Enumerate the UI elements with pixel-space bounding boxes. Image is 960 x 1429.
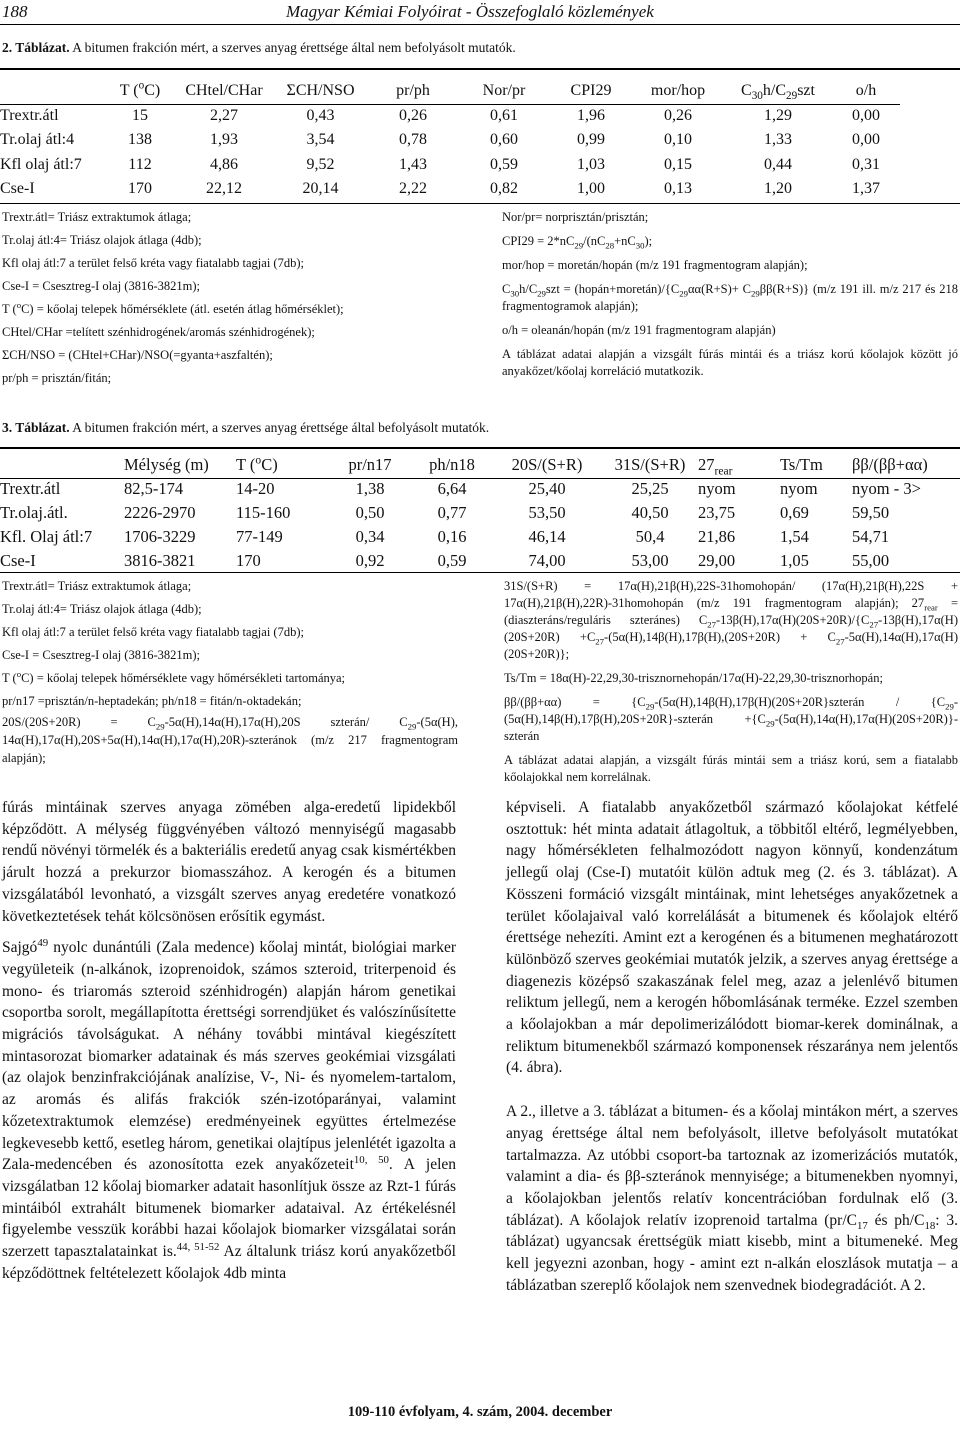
- body-paragraph: képviseli. A fiatalabb anyakőzetből származó kőolajokat kétfelé osztottuk: hét minta adatait átlagoltuk, a többitől eltérő, legmélyebben, nagy hőmérsékleten felhalmozódott nagyon könnyű, kondenzátum jellegű olaj (Cse-I) mutatóit külön adtuk meg (2. és 3. táblázat). A Kösszeni formáció vizsgált mintáinak, mint lehetséges anyakőzetnek a terület kőolajaival való korrelálását a bitumenek és kőolajok eltérő érettsége nehezíti. Amint ezt a kerogénen és a bitumenen meghatározott különböző szerves geokémiai mutatók jelzik, a szerves anyag érettsége a diagenezis középső szakaszának felel meg, azaz a jelenlévő bitumen reliktum jellegű, nem a kerogén hőbomlásának terméke. Ezzel szemben a kőolajokban a már depolimerizálódott biomar-kerek dominálnak, a reliktum bitumenekből származó komponensek részaránya nem jelentős (4. ábra).: [506, 799, 958, 1077]
- table-cell: 3816-3821: [124, 551, 196, 570]
- table-cell: 53,50: [528, 503, 566, 522]
- table-cell: 3,54: [306, 131, 335, 149]
- table2-header-cell: T ($^o$C): [119, 79, 161, 100]
- table3-header-cell: Mélység (m): [124, 455, 209, 474]
- table-row: [0, 177, 900, 202]
- table3-header-cell: T ($^o$C): [236, 454, 278, 474]
- note-line: Cse-I = Csesztreg-I olaj (3816-3821m);: [2, 279, 200, 293]
- table-cell: 54,71: [852, 527, 890, 546]
- table-cell: 74,00: [528, 551, 566, 570]
- table-cell: nyom - 3>: [852, 479, 921, 498]
- row-label: Trextr.átl: [0, 106, 59, 124]
- table-cell: 0,34: [355, 527, 385, 546]
- table-cell: 138: [128, 131, 152, 149]
- row-label: Trextr.átl: [0, 479, 61, 498]
- table3-header-cell: pr/n17: [348, 455, 392, 474]
- table-cell: 0,26: [399, 106, 427, 124]
- table3-header-row: [0, 453, 930, 477]
- note-line: Cse-I = Csesztreg-I olaj (3816-3821m);: [2, 648, 200, 662]
- table-cell: 2226-2970: [124, 503, 196, 522]
- table-cell: 1,43: [399, 155, 427, 173]
- note-line: pr/n17 =prisztán/n-heptadekán; ph/n18 = fitán/n-oktadekán;: [2, 694, 302, 708]
- table3-caption: [2, 420, 489, 436]
- table-cell: 112: [128, 155, 152, 173]
- table-cell: 0,78: [399, 131, 427, 149]
- note-line: $CPI29 = 2*nC_{29}/(nC_{28}+nC_{30})$;: [502, 234, 653, 251]
- table2-header-cell: $C_{30}h/C_{29}szt$: [741, 82, 815, 103]
- note-line: $C_{30}h/C_{29}szt$ = $(hopán+moretán)/\{C_{29}\alpha\alpha(R+S)+ C_{29}\beta\beta(R+S)\}$ (m/z 191 ill. m/z 217 és 218 fragmentogramok alapján);: [502, 282, 958, 313]
- table-cell: 25,25: [631, 479, 669, 498]
- header-rule: [0, 24, 960, 25]
- note-line: Kfl olaj átl:7 a terület felső kréta vagy fiatalabb tagjai (7db);: [2, 256, 304, 270]
- table2-top-rule: [0, 68, 960, 70]
- table-cell: 170: [128, 180, 152, 198]
- note-line: Ts/Tm = 18α(H)-22,29,30-trisznornehopán/17α(H)-22,29,30-trisznorhopán;: [504, 671, 883, 685]
- table-cell: 46,14: [528, 527, 566, 546]
- table-cell: 170: [236, 551, 261, 570]
- table2-header-cell: CHtel/CHar: [185, 82, 263, 100]
- page-footer: 109-110 évfolyam, 4. szám, 2004. december: [347, 1404, 613, 1420]
- table-cell: 9,52: [306, 155, 335, 173]
- table-cell: 23,75: [698, 503, 736, 522]
- note-line: $20S/(20S+20R) = C_{29}-5\alpha(H),14\alpha(H),17\alpha(H),20S$ szterán/ $C_{29}-(5\alpha(H)$, 14α(H),17α(H),20S+5α(H),14α(H),17α(H),20R)-szteránok (m/z 217 fragmentogram alapján);: [2, 715, 458, 765]
- table-cell: 1,03: [577, 155, 605, 173]
- note-line: o/h = oleanán/hopán (m/z 191 fragmentogram alapján): [502, 323, 776, 337]
- table-cell: 2,27: [210, 106, 238, 124]
- table2-caption: [2, 40, 516, 56]
- table2-header-cell: o/h: [855, 82, 877, 100]
- note-line: CHtel/CHar =telített szénhidrogének/aromás szénhidrogének);: [2, 325, 315, 339]
- table-cell: 0,13: [664, 180, 692, 198]
- table2: [0, 79, 900, 202]
- table-cell: 82,5-174: [124, 479, 184, 498]
- journal-title: Magyar Kémiai Folyóirat - Összefoglaló közlemények: [286, 2, 654, 21]
- table3-notes-left: [2, 575, 458, 767]
- note-line: Tr.olaj átl:4= Triász olajok átlaga (4db);: [2, 233, 202, 247]
- table-cell: 0,50: [355, 503, 385, 522]
- table3-top-rule: [0, 447, 960, 449]
- table-cell: 0,69: [780, 503, 809, 522]
- table-cell: 1,54: [780, 527, 809, 546]
- note-line: Kfl olaj átl:7 a terület felső kréta vagy fiatalabb tagjai (7db);: [2, 625, 304, 639]
- table-cell: 1,37: [852, 180, 880, 198]
- table2-caption-label: 2. Táblázat.: [2, 40, 70, 55]
- table2-header-label: [0, 79, 105, 104]
- table-cell: 20,14: [302, 180, 339, 198]
- table-cell: 1,00: [577, 180, 605, 198]
- table3-header-label: [0, 453, 124, 477]
- table-cell: 15: [132, 106, 148, 124]
- table-row: [0, 501, 930, 525]
- note-line: Nor/pr= norprisztán/prisztán;: [502, 210, 649, 224]
- table3-header-cell: Ts/Tm: [780, 455, 823, 474]
- table-cell: 0,82: [490, 180, 518, 198]
- table2-bottom-rule: [0, 203, 960, 204]
- note-line: 31S/(S+R) = 17α(H),21β(H),22S-31homohopán/ (17α(H),21β(H),22S + 17α(H),21β(H),22R)-31homohopán (m/z 191 fragmentogram alapján); $27_{rear}$ = (diaszteráns/reguláris szteránes) $C_{27}-13\beta(H),17\alpha(H)(20S+20R)/\{C_{27}-13\beta(H),17\alpha(H)(20S+20R) +C_{27}-(5\alpha(H),14\beta(H),17\beta(H),(20S+20R) + C_{27}-5\alpha(H),14\alpha(H),17\alpha(H)(20S+20R)\}$;: [504, 579, 958, 661]
- note-line: A táblázat adatai alapján a vizsgált fúrás mintái és a triász korú kőolajok között jó anyakőzet/kőolaj korreláció mutatkozik.: [502, 347, 958, 378]
- table2-caption-text: A bitumen frakción mért, a szerves anyag érettsége által nem befolyásolt mutatók.: [69, 40, 516, 55]
- table-cell: 0,99: [577, 131, 605, 149]
- note-line: mor/hop = moretán/hopán (m/z 191 fragmentogram alapján);: [502, 258, 808, 272]
- note-line: pr/ph = prisztán/fitán;: [2, 371, 112, 385]
- table-cell: 1706-3229: [124, 527, 196, 546]
- note-line: T ($^o$C) = kőolaj telepek hőmérséklete (átl. esetén átlag hőmérséklet);: [2, 299, 344, 316]
- row-label: Kfl olaj átl:7: [0, 155, 82, 173]
- table-cell: 59,50: [852, 503, 890, 522]
- table-cell: 29,00: [698, 551, 736, 570]
- table3-header-cell: ph/n18: [429, 455, 475, 474]
- body-paragraph: fúrás mintáinak szerves anyaga zömében alga-eredetű lipidekből képződött. A mélység függvényében változó mennyiségű magasabb rendű növényi törmelék és a bakteriális eredetű anyag csak kismértékben járult hozzá a prekurzor biomasszához. A kerogén és a bitumen vizsgálatából levonható, a vizsgált szerves anyag eredetére vonatkozó következtetések tehát kölcsönösen erősítik egymást.: [2, 799, 456, 925]
- table3-notes-right: [504, 578, 958, 793]
- table-cell: 6,64: [437, 479, 467, 498]
- table-cell: 0,15: [664, 155, 692, 173]
- table-cell: 0,59: [437, 551, 467, 570]
- table-cell: 1,33: [764, 131, 792, 149]
- table-cell: 1,05: [780, 551, 809, 570]
- table-cell: 0,26: [664, 106, 692, 124]
- table-cell: 0,10: [664, 131, 692, 149]
- table2-header-cell: ΣCH/NSO: [286, 82, 355, 100]
- table3-header-cell: $27_{rear}$: [698, 455, 733, 478]
- table2-header-rule: [0, 104, 900, 105]
- table-row: [0, 549, 930, 573]
- note-line: A táblázat adatai alapján, a vizsgált fúrás mintái sem a triász korú, sem a fiatalabb kőolajokkal nem korrelálnak.: [504, 753, 958, 784]
- table-cell: 0,92: [355, 551, 385, 570]
- table3: [0, 453, 930, 573]
- table-cell: 1,38: [355, 479, 385, 498]
- table-row: [0, 128, 900, 153]
- table-cell: 0,59: [490, 155, 518, 173]
- row-label: Kfl. Olaj átl:7: [0, 527, 93, 546]
- table3-bottom-rule: [0, 572, 960, 573]
- table2-header-cell: pr/ph: [396, 82, 430, 100]
- table-cell: 0,61: [490, 106, 518, 124]
- table2-header-row: [0, 79, 900, 104]
- table-cell: 40,50: [631, 503, 669, 522]
- table3-header-cell: ββ/(ββ+αα): [852, 455, 928, 474]
- table3-header-cell: 31S/(S+R): [614, 455, 686, 474]
- body-paragraph: Sajgó$^{49}$ nyolc dunántúli (Zala medence) kőolaj mintát, biológiai marker vegyületeik (n-alkánok, izoprenoidok, számos szteroid, triterpenoid és mono- és triaromás szteroid szénhidrogén) alapján három genetikai csoportba sorolt, megállapította érettségi sorrendjüket és valószínűsítette migrációs távolságukat. A néhány további mintával kiegészített mintasorozat biomarker adatainak és más szerves geokémiai vizsgálati (az olajok benzinfrakciójának analízise, V-, Ni- és nyomelem-tartalom, az aromás és alifás frakciók szén-izotóparányai, valamint kőzetextraktumok elemzése) eredményeinek együttes értelmezése legkevesebb kettő, esetleg három, genetikai olajtípus jelenlétét igazolta a Zala-medencében és azonosította ezek anyakőzeteit$^{10, 50}$. A jelen vizsgálatban 12 kőolaj biomarker adatait hasonlítjuk össze az Rzt-1 fúrás mintáiból extrahált bitumenek biomarker adataival. Az értékelésnél figyelembe vesszük korábbi hazai kőolajok biomarker vizsgálatai során szerzett tapasztalatainkat is.$^{44, 51-52}$ Az általunk triász korú anyakőzetből képződöttnek feltételezett kőolajok 4db minta: [2, 937, 457, 1282]
- table-cell: 4,86: [210, 155, 238, 173]
- table3-header-cell: 20S/(S+R): [511, 455, 583, 474]
- row-label: Cse-I: [0, 180, 35, 198]
- table-cell: nyom: [698, 479, 736, 498]
- table-cell: 0,16: [437, 527, 467, 546]
- table-cell: 77-149: [236, 527, 283, 546]
- table-cell: 22,12: [206, 180, 242, 198]
- table-row: [0, 104, 900, 129]
- table-cell: 115-160: [236, 503, 291, 522]
- table-cell: 14-20: [236, 479, 275, 498]
- table-cell: nyom: [780, 479, 818, 498]
- table-row: [0, 525, 930, 549]
- table-cell: 1,96: [577, 106, 605, 124]
- table-cell: 0,00: [852, 106, 880, 124]
- note-line: Trextr.átl= Triász extraktumok átlaga;: [2, 579, 192, 593]
- body-right-column: [506, 797, 958, 1306]
- table-cell: 50,4: [635, 527, 665, 546]
- note-line: T ($^o$C) = kőolaj telepek hőmérséklete vagy hőmérsékleti tartománya;: [2, 668, 346, 685]
- table-cell: 25,40: [528, 479, 566, 498]
- table2-header-cell: Nor/pr: [482, 82, 526, 100]
- table-cell: 0,77: [437, 503, 467, 522]
- table2-header-cell: mor/hop: [650, 82, 706, 100]
- table3-header-rule: [0, 478, 960, 479]
- table-cell: 55,00: [852, 551, 890, 570]
- table-cell: 53,00: [631, 551, 669, 570]
- table-cell: 0,43: [306, 106, 335, 124]
- table-cell: 0,44: [764, 155, 792, 173]
- body-left-column: [2, 797, 456, 1294]
- table2-header-cell: CPI29: [570, 82, 612, 100]
- note-line: $\beta\beta/(\beta\beta+\alpha\alpha) = \{C_{29}-(5\alpha(H),14\beta(H),17\beta(H)(20S+20R\}szterán$ / {$C_{29}-(5\alpha(H),14\beta(H),17\beta(H),20S+20R\}$-szterán $+\{C_{29}-(5\alpha(H),14\alpha(H),17\alpha(H)(20S+20R)\}$-szterán: [504, 695, 958, 743]
- body-paragraph: A 2., illetve a 3. táblázat a bitumen- és a kőolaj mintákon mért, a szerves anyag érettsége által nem befolyásolt, illetve befolyásolt mutatókat tartalmazza. Az utóbbi csoport-ba tartoznak az izomerizációs mutatók, valamint a dia- és ββ-szteránok mennyisége; a bitumenekben nyomnyi, a kőolajokban jelentős relatív koncentrációban fordulnak elő (3. táblázat). A kőolajok relatív izoprenoid tartalma ($pr/C_{17}$ és $ph/C_{18}$: 3. táblázat) ugyancsak érettségük miatt kisebb, mint a bitumeneké. Meg kell jegyezni azonban, hogy - amint ezt n-alkán eloszlások mutatja – a táblázatban szereplő kőolajok nem szenvednek biodegradációt. A 2.: [506, 1103, 958, 1294]
- table-cell: 0,00: [852, 131, 880, 149]
- table2-notes-right: [502, 209, 958, 387]
- table-cell: 21,86: [698, 527, 736, 546]
- table2-notes-left: [2, 206, 482, 390]
- table3-caption-text: A bitumen frakción mért, a szerves anyag érettsége által befolyásolt mutatók.: [69, 420, 490, 435]
- table-cell: 1,93: [210, 131, 238, 149]
- table-row: [0, 477, 930, 501]
- note-line: ΣCH/NSO = (CHtel+CHar)/NSO(=gyanta+aszfaltén);: [2, 348, 273, 362]
- note-line: Tr.olaj átl:4= Triász olajok átlaga (4db);: [2, 602, 202, 616]
- table-cell: 1,29: [764, 106, 792, 124]
- table-cell: 1,20: [764, 180, 792, 198]
- table3-caption-label: 3. Táblázat.: [2, 420, 70, 435]
- table-row: [0, 153, 900, 178]
- page-number: 188: [2, 2, 28, 21]
- table-cell: 0,60: [490, 131, 518, 149]
- row-label: Tr.olaj.átl.: [0, 503, 68, 522]
- note-line: Trextr.átl= Triász extraktumok átlaga;: [2, 210, 192, 224]
- table-cell: 2,22: [399, 180, 427, 198]
- row-label: Cse-I: [0, 551, 36, 570]
- row-label: Tr.olaj átl:4: [0, 131, 75, 149]
- table-cell: 0,31: [852, 155, 880, 173]
